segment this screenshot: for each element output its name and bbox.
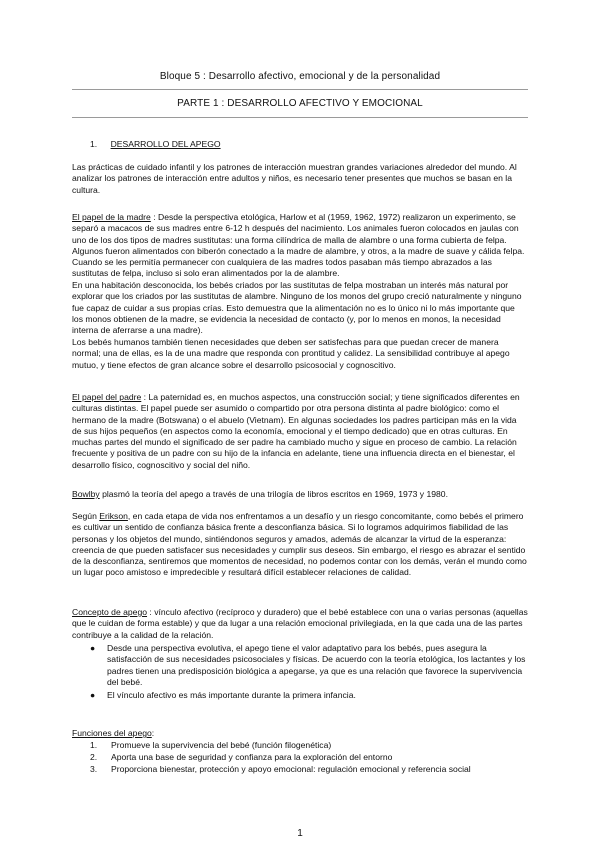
header-rule-bottom bbox=[72, 117, 528, 118]
section-number: 1. bbox=[90, 139, 98, 149]
madre-paragraph-2: En una habitación desconocida, los bebés criados por las sustitutas de felpa mostraban un interés más natural por explorar que los criados por las sustitutas de alambre. Ninguno de los monos del grupo creció naturalmente y ninguno fue capaz de cuidar a sus propias crías. Esto demuestra que la alimentación no es lo único ni lo más importante que los monos obtienen de la madre, se evidencia la necesidad de contacto (y, por lo menos en monos, la necesidad interna de aferrarse a una madre). bbox=[72, 280, 522, 336]
item-number: 1. bbox=[90, 740, 98, 750]
section-title: DESARROLLO DEL APEGO bbox=[110, 139, 221, 149]
bullet-text: Desde una perspectiva evolutiva, el apego tiene el valor adaptativo para los bebés, pues asegura la satisfacción de sus necesidades psicosociales y físicas. De acuerdo con la teoría etológica, los lactantes y los padres tienen una predisposición biológica a apegarse, ya que es una relación que favorece la supervivencia del bebé. bbox=[107, 643, 526, 687]
bowlby-name: Bowlby bbox=[72, 489, 100, 499]
erikson-pre: Según bbox=[72, 511, 100, 521]
madre-paragraph bbox=[72, 212, 528, 280]
header-rule-top bbox=[72, 89, 528, 90]
bullet-icon: ● bbox=[90, 690, 96, 700]
madre-paragraph-3: Los bebés humanos también tienen necesidades que deben ser satisfechas para que puedan crecer de manera normal; una de ellas, es la de una madre que responda con prontitud y calidez. La sensibilidad contribuye al apego mutuo, y tiene efectos de gran alcance sobre el desarrollo psicosocial y cognoscitivo. bbox=[72, 337, 510, 370]
funciones-colon: : bbox=[151, 728, 155, 738]
funciones-label: Funciones del apego bbox=[72, 728, 152, 738]
page-number: 1 bbox=[297, 828, 303, 839]
funciones-heading bbox=[72, 728, 528, 739]
madre-label: El papel de la madre bbox=[72, 212, 151, 222]
concepto-paragraph bbox=[72, 607, 528, 641]
concepto-text: : vínculo afectivo (recíproco y duradero) que el bebé establece con una o varias personas (aquellas que le cuidan de forma estable) y que da lugar a una relación emocional privilegiada, en la que cada una de las partes contribuye a la calidad de la relación. bbox=[72, 607, 528, 640]
bullet-icon: ● bbox=[90, 643, 96, 653]
madre-text: : Desde la perspectiva etológica, Harlow et al (1959, 1962, 1972) realizaron un experimento, se separó a macacos de sus madres entre 6-12 h después del nacimiento. Los animales fueron colocados en jaulas con uno de los dos tipos de madres sustitutas: una forma cilíndrica de malla de alambre o una forma cubierta de felpa. Algunos fueron alimentados con biberón conectado a la madre de alambre, y otros, a la madre de suave y cálida felpa. Cuando se les permitía permanecer con cualquiera de las madres todos pasaban más tiempo abrazados a las sustitutas de felpa, incluso si solo eran alimentados por la de alambre. bbox=[72, 212, 525, 279]
item-text: Aporta una base de seguridad y confianza para la exploración del entorno bbox=[111, 752, 393, 762]
section-heading bbox=[90, 139, 221, 149]
document-title: Bloque 5 : Desarrollo afectivo, emocional y de la personalidad bbox=[159, 71, 441, 82]
item-number: 3. bbox=[90, 764, 98, 774]
erikson-text: , en cada etapa de vida nos enfrentamos a un desafío y un riesgo concomitante, como bebés el primero es cultivar un sentido de confianza básica frente a desconfianza básica. Si lo logramos adquirimos fiabilidad de las personas y los objetos del mundo, sintiéndonos seguros y amados, además de alcanzar la virtud de la esperanza: creencia de que pueden satisfacer sus necesidades y cumplir sus deseos. Sin embargo, el riesgo es abrazar el sentido de la desconfianza, sentiremos que momentos de necesidad, no podemos contar con los demás, verán el mundo como un lugar poco amistoso e impredecible y resultará difícil establecer relaciones de calidad. bbox=[72, 511, 527, 578]
bullet-text: El vínculo afectivo es más importante durante la primera infancia. bbox=[107, 690, 356, 700]
bowlby-paragraph bbox=[72, 489, 528, 500]
padre-label: El papel del padre bbox=[72, 392, 142, 402]
part-title: PARTE 1 : DESARROLLO AFECTIVO Y EMOCIONAL bbox=[177, 98, 423, 109]
item-text: Proporciona bienestar, protección y apoyo emocional: regulación emocional y referencia social bbox=[111, 764, 471, 774]
erikson-name: Erikson bbox=[99, 511, 128, 521]
item-number: 2. bbox=[90, 752, 98, 762]
padre-paragraph bbox=[72, 392, 528, 471]
intro-paragraph: Las prácticas de cuidado infantil y los patrones de interacción muestran grandes variaciones alrededor del mundo. Al analizar los patrones de interacción entre adultos y niños, es necesario tener presentes que muchos se basan en la cultura. bbox=[72, 162, 517, 195]
concepto-label: Concepto de apego bbox=[72, 607, 148, 617]
padre-text: : La paternidad es, en muchos aspectos, una construcción social; y tiene significados diferentes en culturas distintas. El papel puede ser asumido o compartido por otra persona distinta al padre biológico: como el hermano de la madre (Botswana) o el abuelo (Vietnam). En algunas sociedades los padres participan más en la vida de sus hijos pequeños (en aspectos como la economía, emocional y el tiempo dedicado) que en otras culturas. En muchas partes del mundo el significado de ser padre ha cambiado mucho y sigue en proceso de cambio. La relación frecuente y positiva de un padre con su hijo de la infancia en adelante, tiene una influencia directa en el bienestar, el desarrollo físico, cognoscitivo y social del niño. bbox=[72, 392, 520, 470]
erikson-paragraph bbox=[72, 511, 528, 579]
item-text: Promueve la supervivencia del bebé (función filogenética) bbox=[111, 740, 332, 750]
bowlby-text: plasmó la teoría del apego a través de una trilogía de libros escritos en 1969, 1973 y 1980. bbox=[99, 489, 448, 499]
